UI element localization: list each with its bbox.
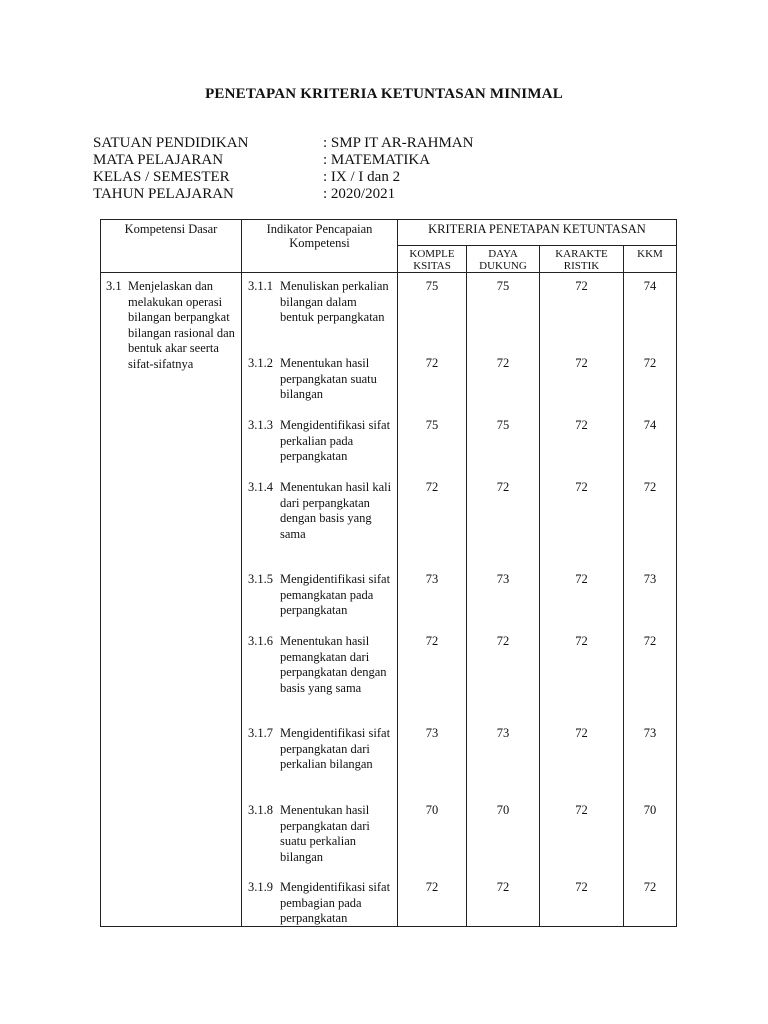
document-title: PENETAPAN KRITERIA KETUNTASAN MINIMAL: [205, 86, 563, 102]
indicator-text: Mengidentifikasi sifat perkalian pada perpangkatan: [280, 418, 391, 463]
kompleksitas-cell: [398, 273, 467, 927]
karakteristik-values: [540, 273, 623, 926]
daya-dukung-value: 75: [496, 279, 510, 293]
kkm-value: 73: [643, 572, 657, 586]
kkm-value: 74: [643, 418, 657, 432]
indicator-item: [248, 279, 393, 356]
daya-dukung-value: 72: [496, 480, 510, 494]
kompleksitas-value: 75: [425, 279, 439, 293]
indicator-text: Menentukan hasil kali dari perpangkatan dengan basis yang sama: [280, 480, 392, 541]
indicator-text: Menentukan hasil perpangkatan dari suatu perkalian bilangan: [280, 803, 370, 864]
kkm-value: 72: [643, 634, 657, 648]
karakteristik-value: 72: [575, 726, 588, 740]
info-label: KELAS / SEMESTER: [93, 169, 230, 185]
karakteristik-value: 72: [575, 418, 588, 432]
indicator-text: Menentukan hasil pemangkatan dari perpangkatan dengan basis yang sama: [280, 634, 387, 695]
kd-text: Menjelaskan dan melakukan operasi bilangan berpangkat bilangan rasional dan bentuk akar seerta sifat-sifatnya: [128, 279, 235, 371]
info-row-mapel: [93, 152, 473, 169]
indicator-item: [248, 356, 393, 418]
header-kompleksitas: KOMPLE KSITAS: [398, 246, 467, 273]
indicator-item: [248, 480, 393, 572]
header-kompetensi-dasar: Kompetensi Dasar: [101, 220, 242, 273]
daya-dukung-value: 73: [496, 572, 510, 586]
kkm-value: 72: [643, 480, 657, 494]
kompleksitas-value: 75: [425, 418, 439, 432]
info-value: : MATEMATIKA: [323, 152, 431, 168]
karakteristik-value: 72: [575, 480, 588, 494]
indicator-number: 3.1.9: [248, 880, 273, 894]
indicator-number: 3.1.7: [248, 726, 273, 740]
info-label: TAHUN PELAJARAN: [93, 186, 234, 202]
kd-content: [101, 273, 241, 372]
header-indikator: Indikator Pencapaian Kompetensi: [242, 220, 398, 273]
kompleksitas-value: 72: [425, 880, 439, 894]
daya-dukung-cell: [467, 273, 540, 927]
indicator-number: 3.1.1: [248, 279, 273, 293]
indicator-item: [248, 726, 393, 803]
karakteristik-value: 72: [575, 880, 588, 894]
karakteristik-value: 72: [575, 356, 588, 370]
info-row-kelas: [93, 169, 473, 186]
kompleksitas-value: 72: [425, 480, 439, 494]
karakteristik-value: 72: [575, 803, 588, 817]
kompleksitas-value: 70: [425, 803, 439, 817]
header-karakteristik: KARAKTE RISTIK: [540, 246, 624, 273]
indicator-text: Mengidentifikasi sifat perpangkatan dari perkalian bilangan: [280, 726, 391, 771]
kompleksitas-value: 72: [425, 634, 439, 648]
indicator-text: Mengidentifikasi sifat pemangkatan pada perpangkatan: [280, 572, 391, 617]
indicator-text: Menentukan hasil perpangkatan suatu bilangan: [280, 356, 377, 401]
indicator-number: 3.1.8: [248, 803, 273, 817]
karakteristik-cell: [540, 273, 624, 927]
indicator-number: 3.1.2: [248, 356, 273, 370]
daya-dukung-value: 72: [496, 634, 510, 648]
kkm-value: 73: [643, 726, 657, 740]
indicator-number: 3.1.3: [248, 418, 273, 432]
indicator-item: [248, 634, 393, 726]
info-value: : SMP IT AR-RAHMAN: [323, 135, 474, 151]
indicator-number: 3.1.4: [248, 480, 273, 494]
kkm-value: 72: [643, 356, 657, 370]
header-daya-dukung: DAYA DUKUNG: [467, 246, 540, 273]
indicator-item: [248, 880, 393, 926]
info-row-tahun: [93, 186, 473, 203]
kkm-values: [624, 273, 676, 926]
kompleksitas-value: 73: [425, 572, 439, 586]
indicator-cell: [242, 273, 398, 927]
karakteristik-value: 72: [575, 634, 588, 648]
kd-cell: [101, 273, 242, 927]
karakteristik-value: 72: [575, 572, 588, 586]
indicator-number: 3.1.6: [248, 634, 273, 648]
daya-dukung-value: 72: [496, 356, 510, 370]
kkm-table: [100, 219, 677, 927]
kkm-value: 72: [643, 880, 657, 894]
header-kkm: KKM: [624, 246, 677, 273]
kkm-cell: [624, 273, 677, 927]
kkm-value: 70: [643, 803, 657, 817]
indicator-item: [248, 803, 393, 880]
daya-dukung-values: [467, 273, 539, 926]
info-value: : 2020/2021: [323, 186, 396, 202]
daya-dukung-value: 72: [496, 880, 510, 894]
kompleksitas-value: 72: [425, 356, 439, 370]
info-block: [93, 135, 473, 203]
header-kriteria: KRITERIA PENETAPAN KETUNTASAN: [398, 220, 677, 246]
indicator-text: Mengidentifikasi sifat pembagian pada perpangkatan: [280, 880, 391, 925]
daya-dukung-value: 75: [496, 418, 510, 432]
daya-dukung-value: 70: [496, 803, 510, 817]
indicator-list: [242, 273, 397, 926]
info-value: : IX / I dan 2: [323, 169, 401, 185]
karakteristik-value: 72: [575, 279, 588, 293]
indicator-item: [248, 572, 393, 634]
kompleksitas-value: 73: [425, 726, 439, 740]
info-label: MATA PELAJARAN: [93, 152, 224, 168]
indicator-item: [248, 418, 393, 480]
info-label: SATUAN PENDIDIKAN: [93, 135, 249, 151]
kkm-value: 74: [643, 279, 657, 293]
kd-number: 3.1: [106, 279, 122, 293]
indicator-text: Menuliskan perkalian bilangan dalam bentuk perpangkatan: [280, 279, 389, 324]
kompleksitas-values: [398, 273, 466, 926]
indicator-number: 3.1.5: [248, 572, 273, 586]
info-row-satuan: [93, 135, 473, 152]
daya-dukung-value: 73: [496, 726, 510, 740]
